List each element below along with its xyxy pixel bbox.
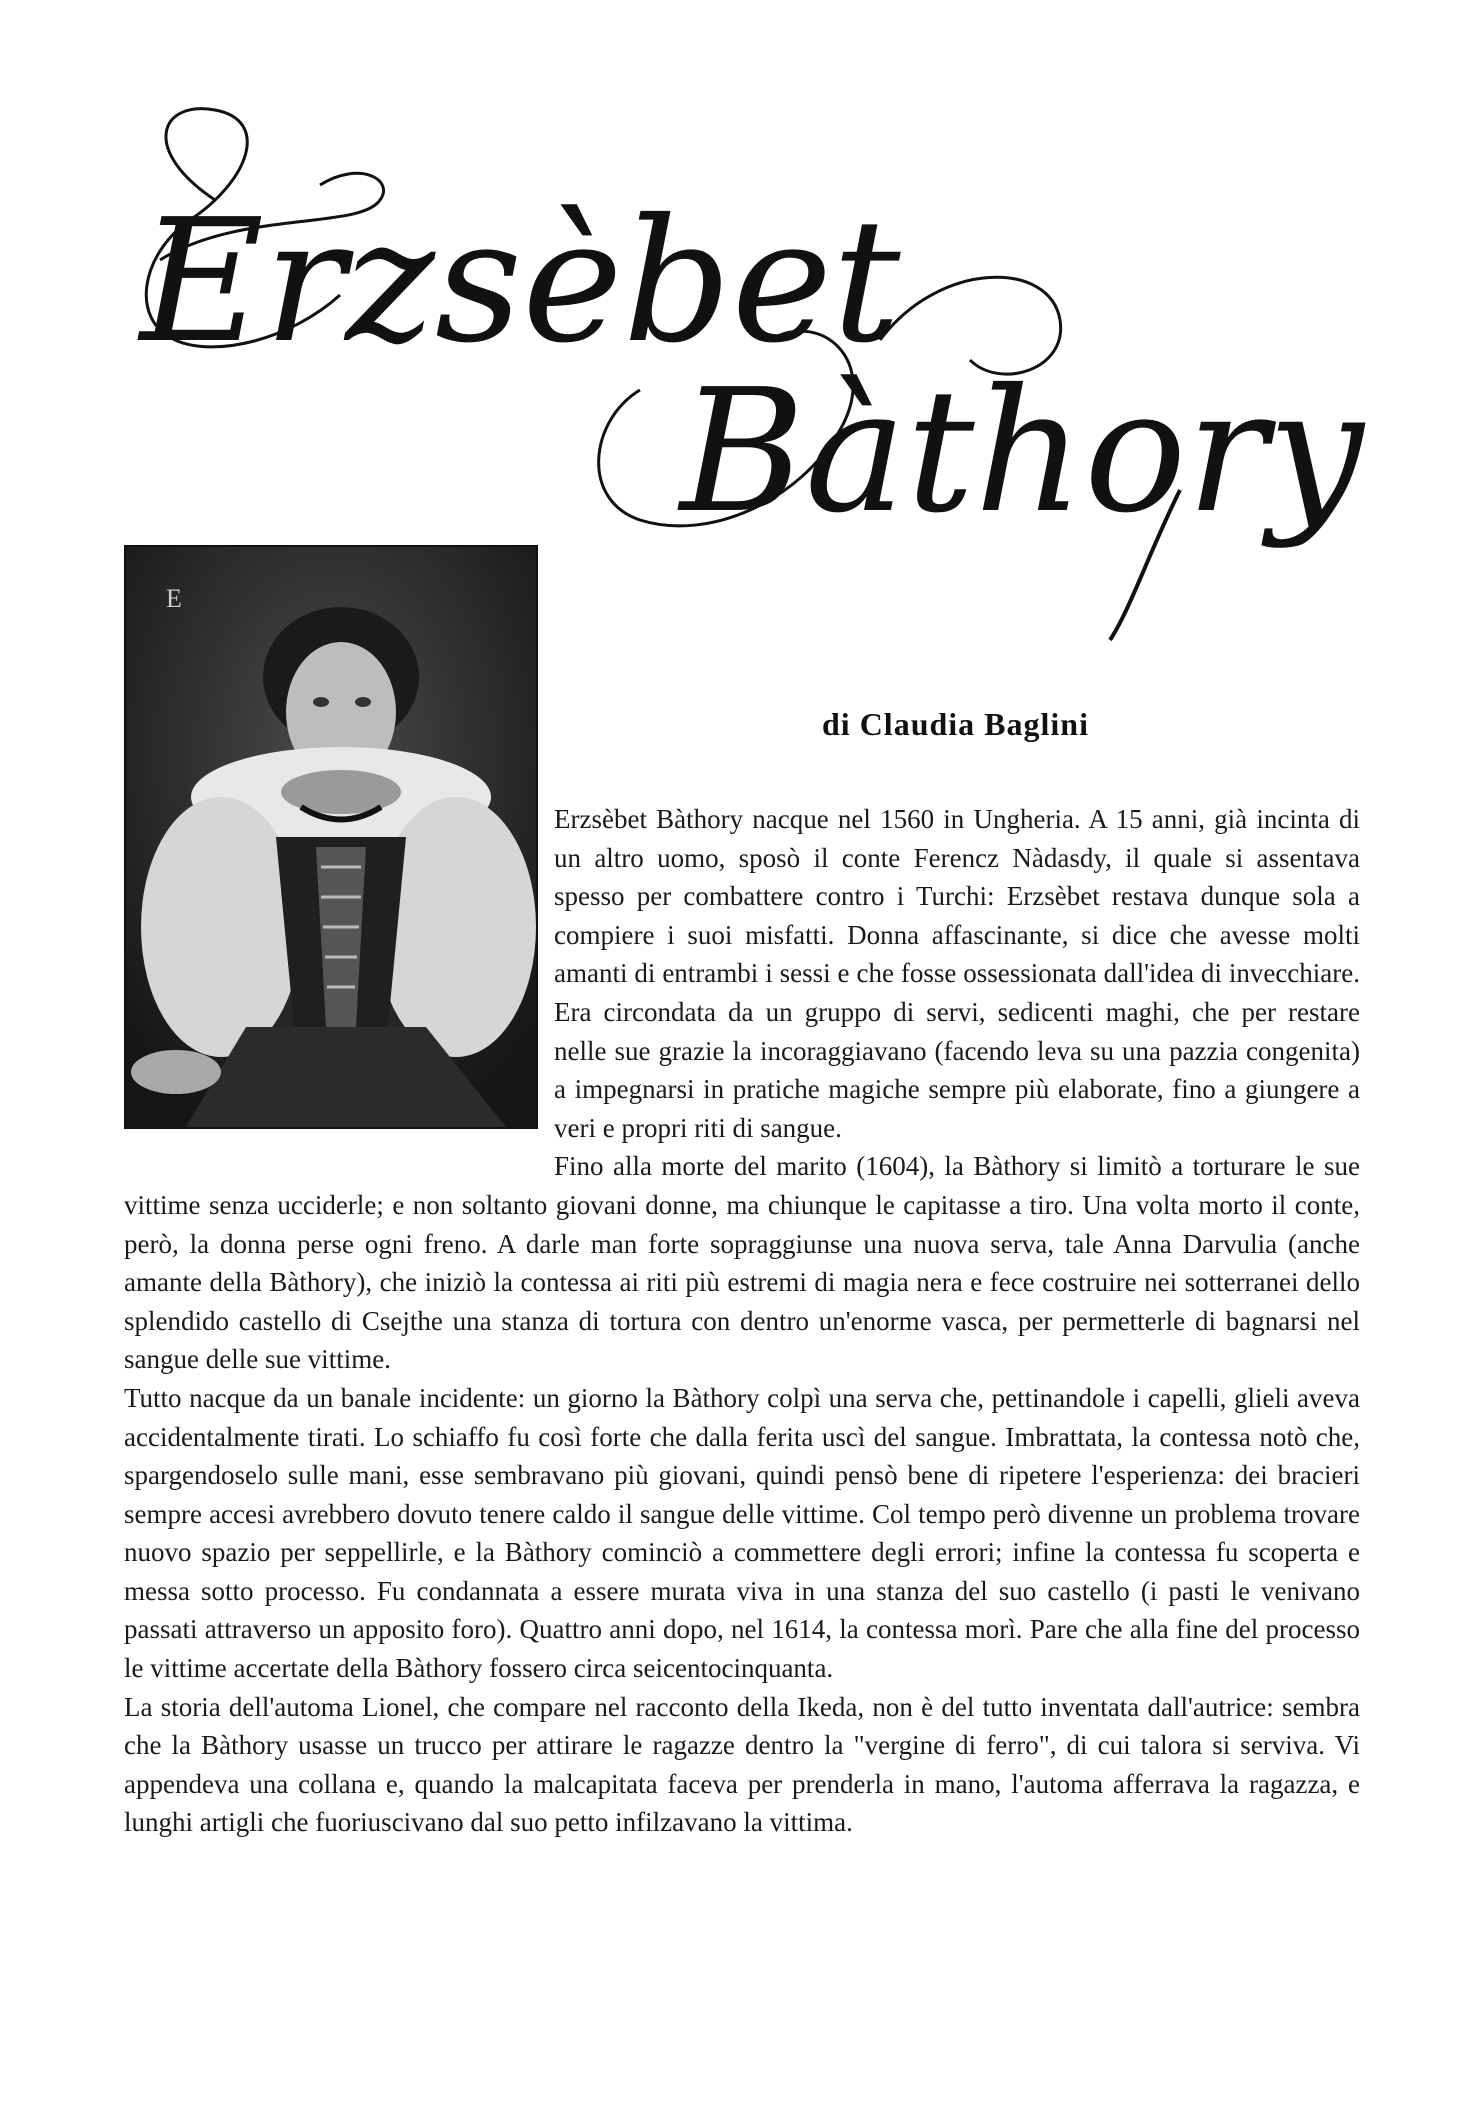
paragraph: Erzsèbet Bàthory nacque nel 1560 in Ungheria. A 15 anni, già incinta di un altro uomo, sposò il conte Ferencz Nàdasdy, il quale si assentava spesso per combattere contro i Turchi: Erzsèbet restava dunque sola a compiere i suoi misfatti. Donna affascinante, si dice che avesse molti amanti di entrambi i sessi e che fosse ossessionata dall'idea di invecchiare. Era circondata da un gruppo di servi, sedicenti maghi, che per restare nelle sue grazie la incoraggiavano (facendo leva su una pazzia congenita) a impegnarsi in pratiche magiche sempre più elaborate, fino a giungere a veri e propri riti di sangue. [554, 804, 1360, 1143]
paragraph: La storia dell'automa Lionel, che compare nel racconto della Ikeda, non è del tutto inventata dall'autrice: sembra che la Bàthory usasse un trucco per attirare le ragazze dentro la "vergine di ferro", di cui talora si serviva. Vi appendeva una collana e, quando la malcapitata faceva per prenderla in mano, l'automa afferrava la ragazza, e lunghi artigli che fuoriuscivano dal suo petto infilzavano la vittima. [124, 1691, 1360, 1838]
article-body [124, 800, 1360, 1842]
title-last-name: Bàthory [680, 353, 1364, 551]
paragraph: Tutto nacque da un banale incidente: un giorno la Bàthory colpì una serva che, pettinandole i capelli, glieli aveva accidentalmente tirati. Lo schiaffo fu così forte che dalla ferita uscì del sangue. Imbrattata, la contessa notò che, spargendoselo sulle mani, esse sembravano più giovani, quindi pensò bene di ripetere l'esperienza: dei bracieri sempre accesi avrebbero dovuto tenere caldo il sangue delle vittime. Col tempo però divenne un problema trovare nuovo spazio per seppellirle, e la Bàthory cominciò a commettere degli errori; infine la contessa fu scoperta e messa sotto processo. Fu condannata a essere murata viva in una stanza del suo castello (i pasti le venivano passati attraverso un apposito foro). Quattro anni dopo, nel 1614, la contessa morì. Pare che alla fine del processo le vittime accertate della Bàthory fossero circa seicentocinquanta. [124, 1382, 1360, 1684]
author-byline: di Claudia Baglini [822, 706, 1089, 742]
title-first-name: Erzsèbet [140, 183, 901, 381]
portrait-inscription: E [166, 584, 182, 613]
paragraph: Fino alla morte del marito (1604), la Bàthory si limitò a torturare le sue vittime senza ucciderle; e non soltanto giovani donne, ma chiunque le capitasse a tiro. Una volta morto il conte, però, la donna perse ogni freno. A darle man forte sopraggiunse una nuova serva, tale Anna Darvulia (anche amante della Bàthory), che iniziò la contessa ai riti più estremi di magia nera e fece costruire nei sotterranei dello splendido castello di Csejthe una stanza di tortura con dentro un'enorme vasca, per permetterle di bagnarsi nel sangue delle sue vittime. [124, 1151, 1360, 1375]
